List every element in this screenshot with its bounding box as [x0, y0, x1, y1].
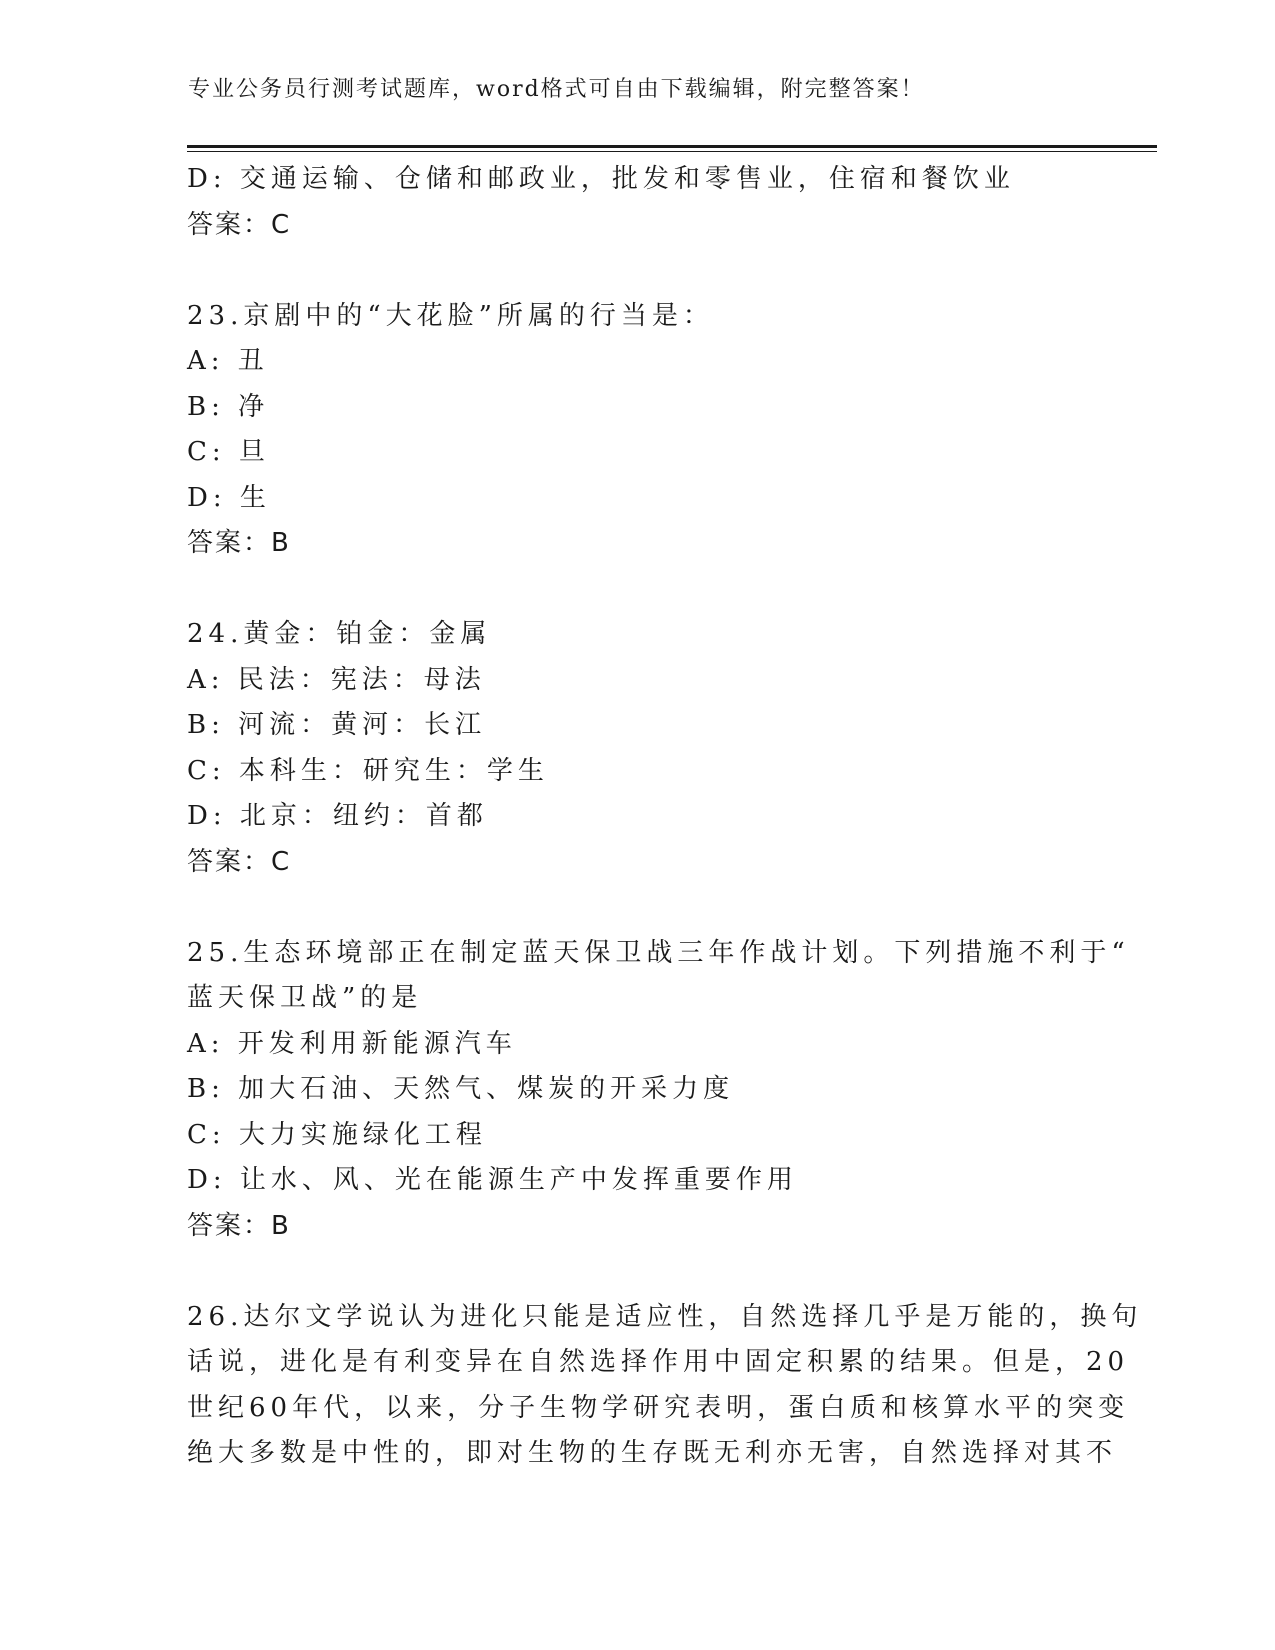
option-d: D: 让水、风、光在能源生产中发挥重要作用	[187, 1165, 798, 1195]
question-stem: 24.黄金：铂金：金属	[187, 619, 492, 649]
question-25	[187, 931, 1130, 1250]
question-26	[187, 1295, 1143, 1477]
page-header: 专业公务员行测考试题库，word格式可自由下载编辑，附完整答案！	[188, 77, 925, 102]
question-stem-line-2: 话说，进化是有利变异在自然选择作用中固定积累的结果。但是，20	[187, 1347, 1130, 1377]
option-a: A: 丑	[187, 346, 269, 376]
prev-option-d: D: 交通运输、仓储和邮政业，批发和零售业，住宿和餐饮业	[187, 164, 1015, 194]
answer: 答案：B	[187, 1210, 291, 1241]
option-b: B: 净	[187, 391, 270, 422]
option-d: D: 北京：纽约：首都	[187, 801, 488, 831]
question-24	[187, 612, 1087, 885]
option-a: A: 民法：宪法：母法	[187, 664, 486, 695]
header-rule-thick	[187, 145, 1157, 148]
question-stem-line-2: 蓝天保卫战”的是	[187, 983, 423, 1013]
option-b: B: 加大石油、天然气、煤炭的开采力度	[187, 1074, 735, 1104]
option-c: C: 旦	[187, 437, 270, 467]
answer: 答案：C	[187, 846, 292, 877]
prev-answer: 答案：C	[187, 209, 292, 240]
question-stem-line-3: 世纪60年代，以来，分子生物学研究表明，蛋白质和核算水平的突变	[187, 1392, 1130, 1423]
option-d: D: 生	[187, 482, 271, 513]
spacer	[187, 1249, 1087, 1295]
question-stem-line-1: 26.达尔文学说认为进化只能是适应性，自然选择几乎是万能的，换句	[187, 1301, 1143, 1332]
answer: 答案：B	[187, 528, 291, 558]
spacer	[187, 248, 1087, 294]
spacer	[187, 885, 1087, 931]
header-rule-thin	[187, 151, 1157, 152]
option-c: C: 大力实施绿化工程	[187, 1119, 487, 1150]
question-stem-line-1: 25.生态环境部正在制定蓝天保卫战三年作战计划。下列措施不利于“	[187, 937, 1130, 968]
option-c: C: 本科生：研究生：学生	[187, 755, 549, 786]
question-stem-line-4: 绝大多数是中性的，即对生物的生存既无利亦无害，自然选择对其不	[187, 1438, 1118, 1468]
option-a: A: 开发利用新能源汽车	[187, 1028, 517, 1059]
question-content	[187, 157, 1143, 1477]
question-stem: 23.京剧中的“大花脸”所属的行当是：	[187, 300, 714, 331]
spacer	[187, 567, 1087, 613]
option-b: B: 河流：黄河：长江	[187, 710, 487, 740]
question-23	[187, 294, 1087, 567]
